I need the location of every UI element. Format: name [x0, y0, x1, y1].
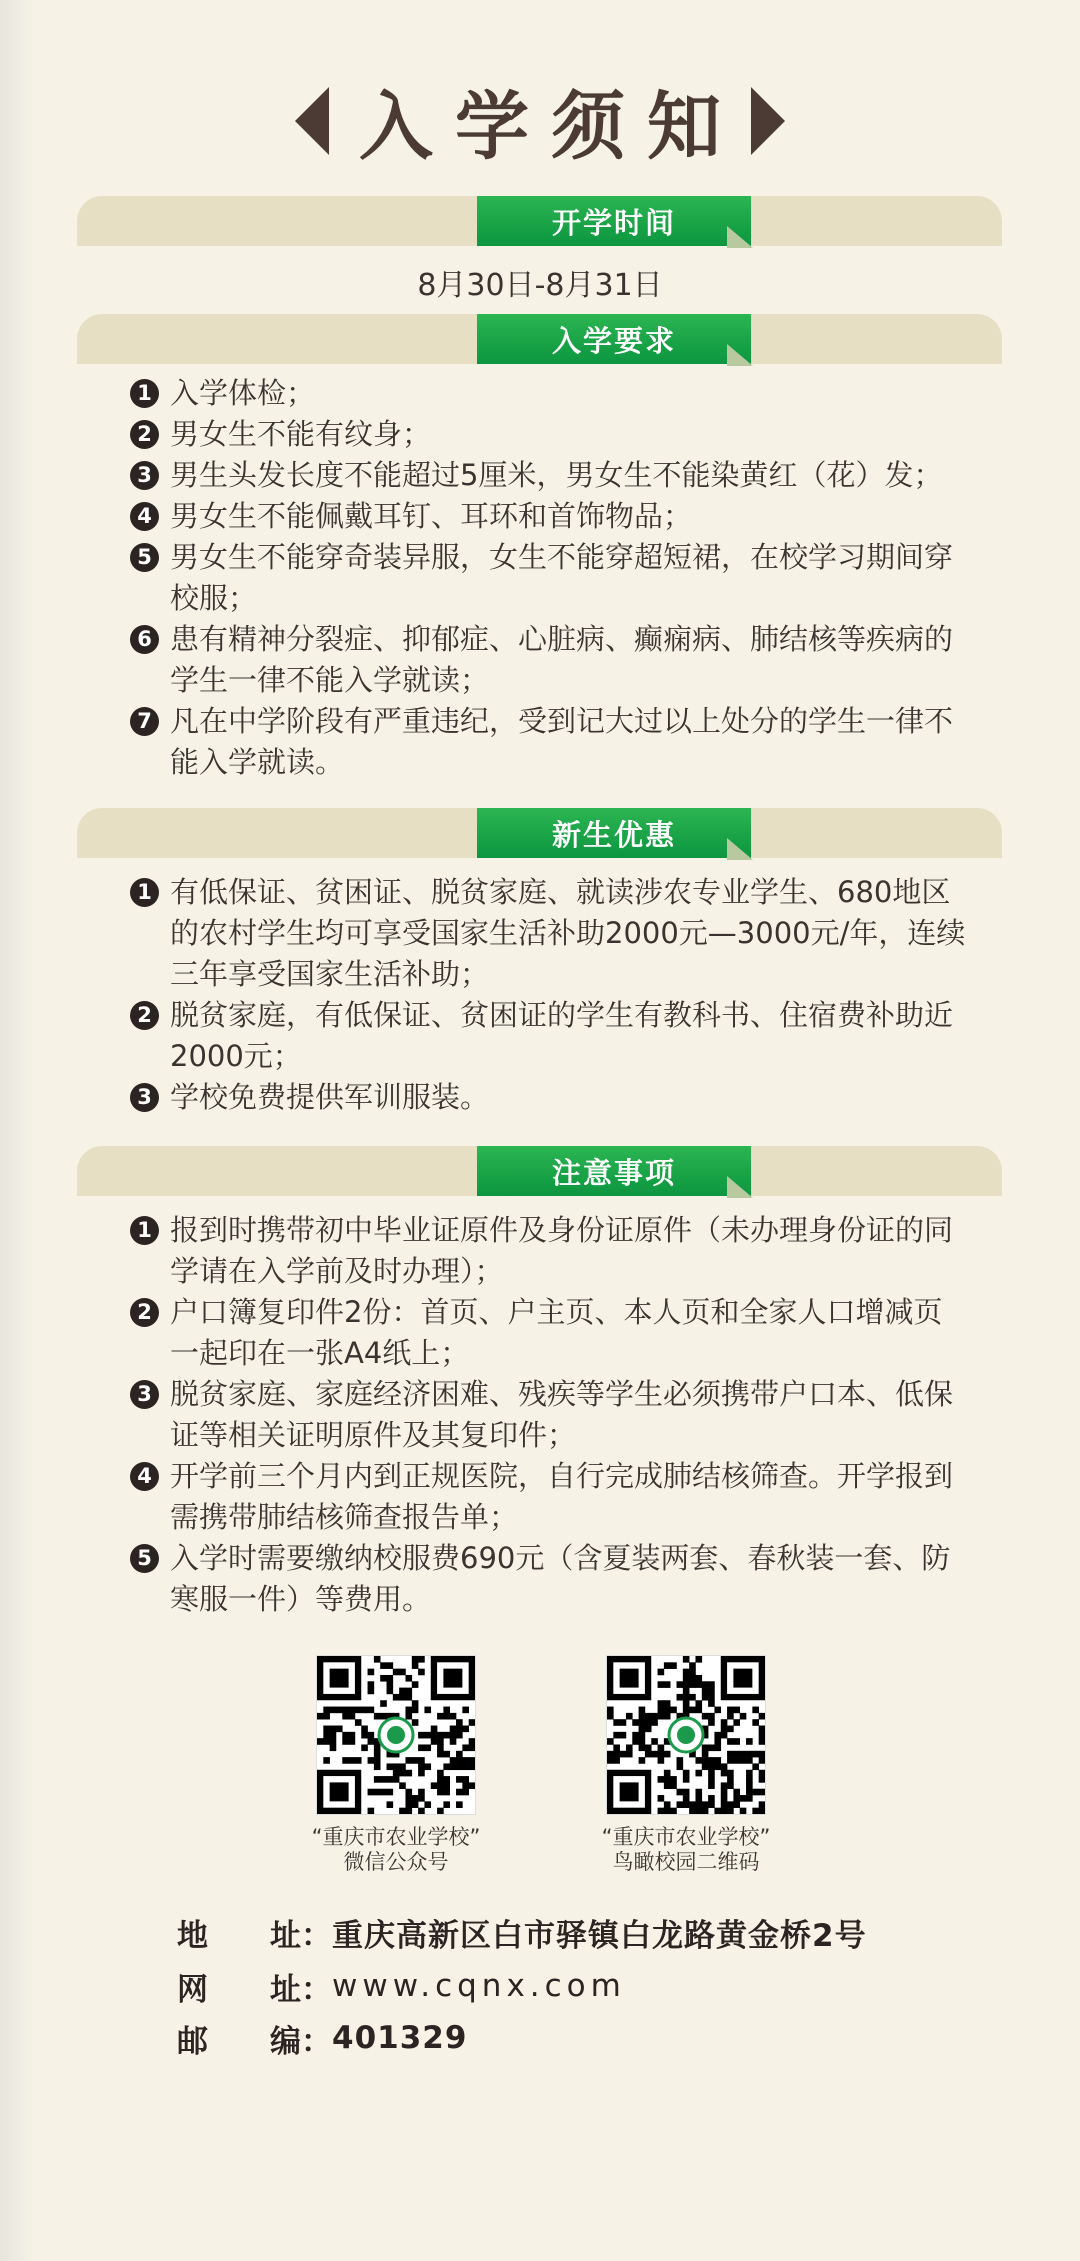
tab-curl-icon [727, 226, 753, 248]
number-badge-icon: 1 [130, 1216, 159, 1245]
benefits-list [130, 872, 970, 1118]
list-item-text: 男女生不能佩戴耳钉、耳环和首饰物品； [170, 499, 693, 533]
contact-label-suffix: 编： [270, 2023, 332, 2060]
number-badge-icon: 5 [130, 543, 159, 572]
qr-caption-line2: 微信公众号 [343, 1850, 449, 1874]
section-heading-benefits [477, 808, 751, 858]
number-badge-icon: 3 [130, 1380, 159, 1409]
list-item-text: 男女生不能穿奇装异服，女生不能穿超短裙，在校学习期间穿校服； [170, 540, 954, 615]
page-edge-shadow [0, 0, 34, 2261]
list-item [130, 373, 970, 414]
list-item-text: 报到时携带初中毕业证原件及身份证原件（未办理身份证的同学请在入学前及时办理）； [170, 1213, 954, 1288]
qr-caption-line1: “重庆市农业学校” [311, 1825, 481, 1849]
qr-caption [276, 1825, 516, 1875]
tab-curl-icon [727, 838, 753, 860]
number-badge-icon: 1 [130, 878, 159, 907]
list-item-text: 凡在中学阶段有严重违纪，受到记大过以上处分的学生一律不能入学就读。 [170, 704, 954, 779]
list-item-text: 患有精神分裂症、抑郁症、心脏病、癫痫病、肺结核等疾病的学生一律不能入学就读； [170, 622, 954, 697]
number-badge-icon: 4 [130, 502, 159, 531]
tab-curl-icon [727, 1176, 753, 1198]
contact-website-link[interactable]: www.cqnx.com [332, 1968, 626, 2004]
list-item [130, 496, 970, 537]
number-badge-icon: 1 [130, 379, 159, 408]
contact-label-char: 网 [177, 1971, 208, 2008]
qr-caption [566, 1825, 806, 1875]
list-item-text: 男女生不能有纹身； [170, 417, 432, 451]
contact-address [177, 1912, 997, 1952]
enrollment-date: 8月30日-8月31日 [417, 268, 663, 303]
contact-label-char: 邮 [177, 2023, 208, 2060]
list-item-text: 学校免费提供军训服装。 [170, 1080, 490, 1114]
qr-campus-block [586, 1655, 786, 1875]
number-badge-icon: 6 [130, 625, 159, 654]
contact-label-char: 地 [177, 1917, 208, 1954]
qr-code-icon[interactable] [316, 1655, 476, 1815]
number-badge-icon: 2 [130, 1298, 159, 1327]
list-item [130, 872, 970, 995]
list-item-text: 户口簿复印件2份：首页、户主页、本人页和全家人口增减页一起印在一张A4纸上； [170, 1295, 943, 1370]
list-item [130, 701, 970, 783]
list-item [130, 619, 970, 701]
page-title-block [0, 66, 1080, 176]
section-band-time [77, 196, 1002, 246]
list-item-text: 开学前三个月内到正规医院，自行完成肺结核筛查。开学报到需携带肺结核筛查报告单； [170, 1459, 954, 1534]
contact-website [177, 1966, 997, 2006]
section-heading-time [477, 196, 751, 246]
list-item [130, 995, 970, 1077]
list-item [130, 455, 970, 496]
list-item [130, 1077, 970, 1118]
qr-code-icon[interactable] [606, 1655, 766, 1815]
list-item-text: 入学体检； [170, 376, 316, 410]
list-item [130, 1292, 970, 1374]
number-badge-icon: 4 [130, 1462, 159, 1491]
section-band-notes [77, 1146, 1002, 1196]
section-heading-notes [477, 1146, 751, 1196]
contact-label-suffix: 址： [270, 1971, 332, 2008]
title-left-arrow-icon [295, 87, 329, 155]
list-item [130, 1456, 970, 1538]
contact-label-suffix: 址： [270, 1917, 332, 1954]
number-badge-icon: 2 [130, 420, 159, 449]
section-heading-benefits-label: 新生优惠 [551, 817, 676, 852]
contact-address-label [177, 1910, 332, 1955]
list-item-text: 脱贫家庭、家庭经济困难、残疾等学生必须携带户口本、低保证等相关证明原件及其复印件； [170, 1377, 954, 1452]
contact-postcode-value: 401329 [332, 2020, 468, 2056]
list-item [130, 1210, 970, 1292]
number-badge-icon: 7 [130, 707, 159, 736]
contact-postcode [177, 2018, 997, 2058]
qr-caption-line2: 鸟瞰校园二维码 [612, 1850, 760, 1874]
section-band-requirements [77, 314, 1002, 364]
list-item [130, 1538, 970, 1620]
list-item-text: 入学时需要缴纳校服费690元（含夏装两套、春秋装一套、防寒服一件）等费用。 [170, 1541, 951, 1616]
number-badge-icon: 3 [130, 1083, 159, 1112]
contact-postcode-label [177, 2016, 332, 2061]
list-item-text: 有低保证、贫困证、脱贫家庭、就读涉农专业学生、680地区的农村学生均可享受国家生活补助2000元—3000元/年，连续三年享受国家生活补助； [170, 875, 966, 991]
section-heading-requirements-label: 入学要求 [551, 323, 676, 358]
qr-wechat-block [296, 1655, 496, 1875]
page-title: 入学须知 [359, 84, 743, 170]
requirements-list [130, 373, 970, 783]
section-heading-notes-label: 注意事项 [551, 1155, 676, 1190]
list-item [130, 1374, 970, 1456]
section-heading-time-label: 开学时间 [551, 205, 676, 240]
list-item-text: 脱贫家庭，有低保证、贫困证的学生有教科书、住宿费补助近2000元； [170, 998, 954, 1073]
section-band-benefits [77, 808, 1002, 858]
list-item [130, 537, 970, 619]
notes-list [130, 1210, 970, 1620]
list-item [130, 414, 970, 455]
title-right-arrow-icon [751, 87, 785, 155]
contact-website-label [177, 1964, 332, 2009]
qr-caption-line1: “重庆市农业学校” [601, 1825, 771, 1849]
number-badge-icon: 5 [130, 1544, 159, 1573]
number-badge-icon: 3 [130, 461, 159, 490]
number-badge-icon: 2 [130, 1001, 159, 1030]
list-item-text: 男生头发长度不能超过5厘米，男女生不能染黄红（花）发； [170, 458, 943, 492]
contact-address-value: 重庆高新区白市驿镇白龙路黄金桥2号 [332, 1917, 867, 1954]
tab-curl-icon [727, 344, 753, 366]
section-heading-requirements [477, 314, 751, 364]
